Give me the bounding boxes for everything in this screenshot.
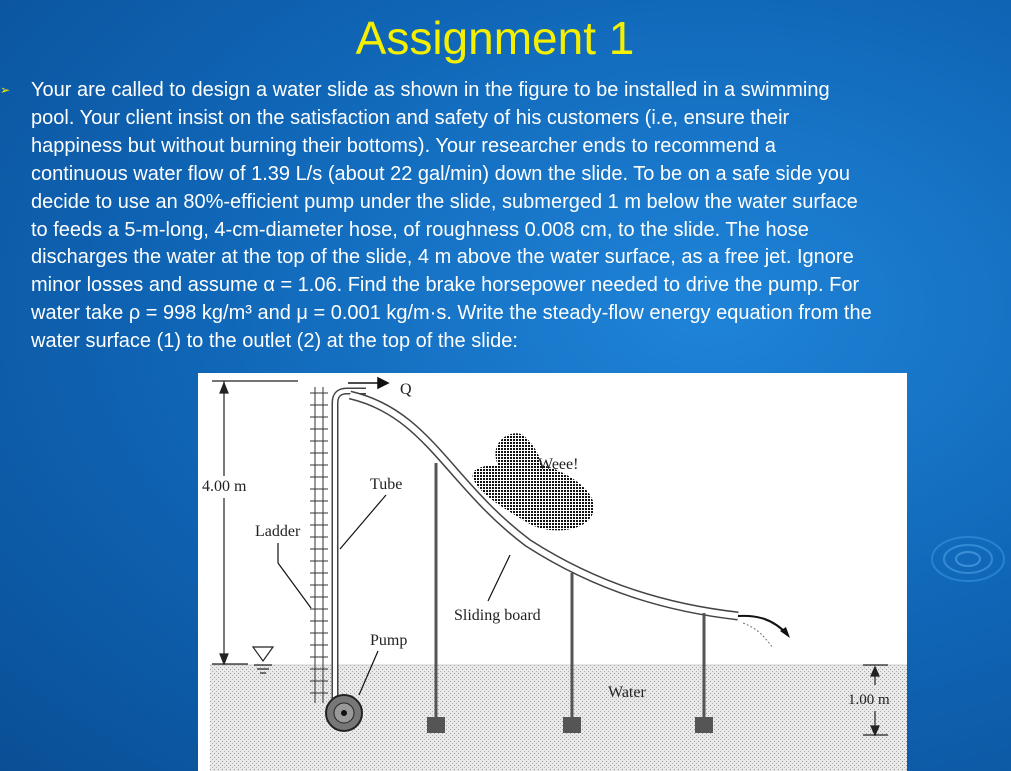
height-label: 4.00 m [202, 478, 247, 495]
tube [335, 391, 366, 705]
problem-line: water surface (1) to the outlet (2) at the top of the slide: [31, 330, 518, 353]
water-slide-figure [198, 373, 907, 771]
bullet-arrow-icon: ➢ [0, 83, 11, 97]
tube-label: Tube [370, 476, 403, 493]
water-label: Water [608, 684, 646, 701]
ripple-decoration-icon [925, 525, 1011, 605]
problem-line: discharges the water at the top of the slide, 4 m above the water surface, as a free jet. Ignore [31, 246, 854, 269]
problem-line: continuous water flow of 1.39 L/s (about 22 gal/min) down the slide. To be on a safe side you [31, 162, 851, 185]
problem-line: to feeds a 5-m-long, 4-cm-diameter hose, of roughness 0.008 cm, to the slide. The hose [31, 218, 809, 241]
problem-line: Your are called to design a water slide as shown in the figure to be installed in a swimming [31, 79, 830, 101]
problem-line: pool. Your client insist on the satisfaction and safety of his customers (i.e, ensure their [31, 106, 790, 129]
sliding-board-label: Sliding board [454, 607, 541, 624]
ladder [315, 387, 323, 703]
pump-label: Pump [370, 632, 408, 649]
problem-line: minor losses and assume α = 1.06. Find the brake horsepower needed to drive the pump. For [31, 274, 860, 297]
depth-label: 1.00 m [848, 692, 890, 708]
flow-label: Q [400, 381, 412, 398]
problem-line: decide to use an 80%-efficient pump under the slide, submerged 1 m below the water surface [31, 190, 858, 213]
problem-line: water take ρ = 998 kg/m³ and μ = 0.001 kg/m·s. Write the steady-flow energy equation from the [31, 302, 872, 325]
weee-label: Weee! [538, 456, 579, 473]
problem-statement [31, 77, 1006, 356]
problem-line: happiness but without burning their bottoms). Your researcher ends to recommend a [31, 134, 776, 157]
pump-icon [326, 695, 362, 731]
slide-title: Assignment 1 [355, 12, 635, 64]
ladder-rungs [310, 393, 328, 693]
water-jet [738, 616, 788, 635]
flow-arrow-icon [348, 378, 388, 388]
ladder-label: Ladder [255, 523, 301, 540]
